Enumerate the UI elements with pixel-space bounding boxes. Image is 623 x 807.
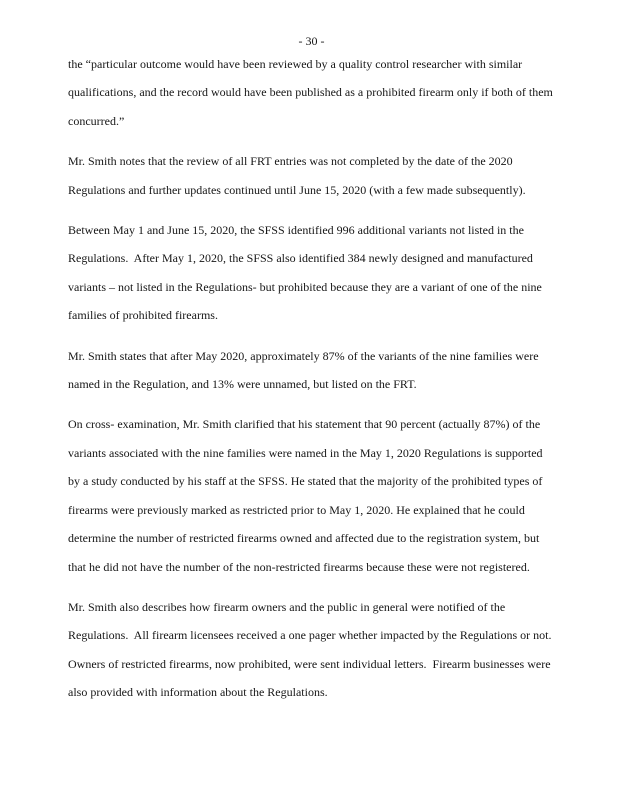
text-line: Owners of restricted firearms, now prohibited, were sent individual letters. Firearm businesses were <box>68 656 551 671</box>
text-line: Regulations and further updates continued until June 15, 2020 (with a few made subsequently). <box>68 182 526 197</box>
text-line: qualifications, and the record would have been published as a prohibited firearm only if both of them <box>68 85 553 100</box>
text-line: variants associated with the nine families were named in the May 1, 2020 Regulations is supported <box>68 445 543 460</box>
document-body <box>68 50 562 707</box>
text-line: On cross- examination, Mr. Smith clarified that his statement that 90 percent (actually 87%) of the <box>68 417 541 432</box>
text-line: determine the number of restricted firearms owned and affected due to the registration system, but <box>68 531 540 546</box>
paragraph <box>68 342 562 399</box>
text-line: Regulations. After May 1, 2020, the SFSS also identified 384 newly designed and manufactured <box>68 251 533 266</box>
text-line: by a study conducted by his staff at the SFSS. He stated that the majority of the prohibited types of <box>68 474 543 489</box>
paragraph <box>68 593 562 707</box>
paragraph <box>68 50 562 135</box>
paragraph <box>68 410 562 580</box>
text-line: variants – not listed in the Regulations- but prohibited because they are a variant of one of the nine <box>68 279 542 294</box>
text-line: the “particular outcome would have been reviewed by a quality control researcher with similar <box>68 57 523 71</box>
page-number: - 30 - <box>298 34 325 48</box>
text-line: Regulations. All firearm licensees received a one pager whether impacted by the Regulations or not. <box>68 628 552 643</box>
paragraph <box>68 216 562 330</box>
text-line: Mr. Smith also describes how firearm owners and the public in general were notified of the <box>68 599 506 614</box>
text-line: Mr. Smith states that after May 2020, approximately 87% of the variants of the nine families were <box>68 348 539 363</box>
paragraph <box>68 147 562 204</box>
text-line: also provided with information about the Regulations. <box>68 685 328 700</box>
text-line: Mr. Smith notes that the review of all FRT entries was not completed by the date of the 2020 <box>68 154 513 169</box>
text-line: families of prohibited firearms. <box>68 308 218 323</box>
text-line: firearms were previously marked as restricted prior to May 1, 2020. He explained that he could <box>68 502 525 517</box>
text-line: named in the Regulation, and 13% were unnamed, but listed on the FRT. <box>68 377 417 392</box>
text-line: concurred.” <box>68 113 125 128</box>
text-line: that he did not have the number of the non-restricted firearms because these were not registered. <box>68 559 530 574</box>
text-line: Between May 1 and June 15, 2020, the SFSS identified 996 additional variants not listed in the <box>68 223 524 238</box>
